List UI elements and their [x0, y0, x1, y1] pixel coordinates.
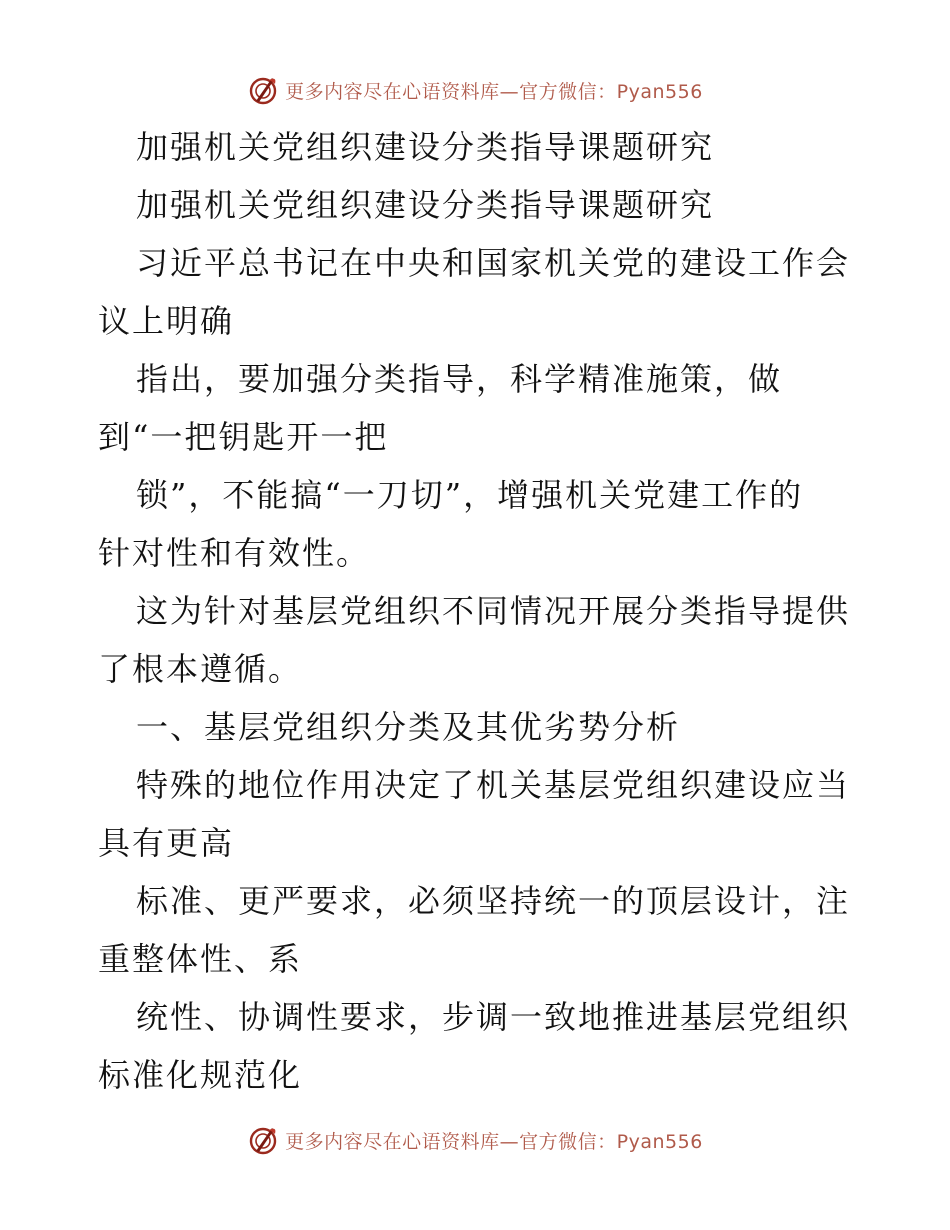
banner-text: 更多内容尽在心语资料库—官方微信：Pyan556 — [285, 80, 703, 103]
paragraph-line: 这为针对基层党组织不同情况开展分类指导提供 — [136, 592, 851, 630]
footer-banner — [0, 1120, 950, 1160]
paragraph-line: 标准化规范化 — [98, 1056, 303, 1094]
paragraph-line: 特殊的地位作用决定了机关基层党组织建设应当 — [136, 766, 851, 804]
paragraph-line: 具有更高 — [98, 824, 235, 862]
paragraph-line: 议上明确 — [98, 302, 235, 340]
doc-title-repeat: 加强机关党组织建设分类指导课题研究 — [136, 186, 715, 224]
paragraph-line: 习近平总书记在中央和国家机关党的建设工作会 — [136, 244, 851, 282]
header-banner — [0, 70, 950, 110]
paragraph-line: 指出，要加强分类指导，科学精准施策，做 — [136, 360, 783, 398]
section-heading: 一、基层党组织分类及其优劣势分析 — [136, 708, 681, 746]
quill-seal-logo-icon — [247, 74, 279, 106]
paragraph-line: 统性、协调性要求，步调一致地推进基层党组织 — [136, 998, 851, 1036]
paragraph-line: 重整体性、系 — [98, 940, 303, 978]
paragraph-line: 标准、更严要求，必须坚持统一的顶层设计，注 — [136, 882, 851, 920]
paragraph-line: 到“一把钥匙开一把 — [98, 418, 389, 456]
doc-title: 加强机关党组织建设分类指导课题研究 — [136, 128, 715, 166]
paragraph-line: 了根本遵循。 — [98, 650, 303, 688]
quill-seal-logo-icon — [247, 1124, 279, 1156]
document-body — [98, 118, 858, 1104]
paragraph-line: 针对性和有效性。 — [98, 534, 371, 572]
paragraph-line: 锁”，不能搞“一刀切”，增强机关党建工作的 — [136, 476, 804, 514]
banner-text: 更多内容尽在心语资料库—官方微信：Pyan556 — [285, 1130, 703, 1153]
